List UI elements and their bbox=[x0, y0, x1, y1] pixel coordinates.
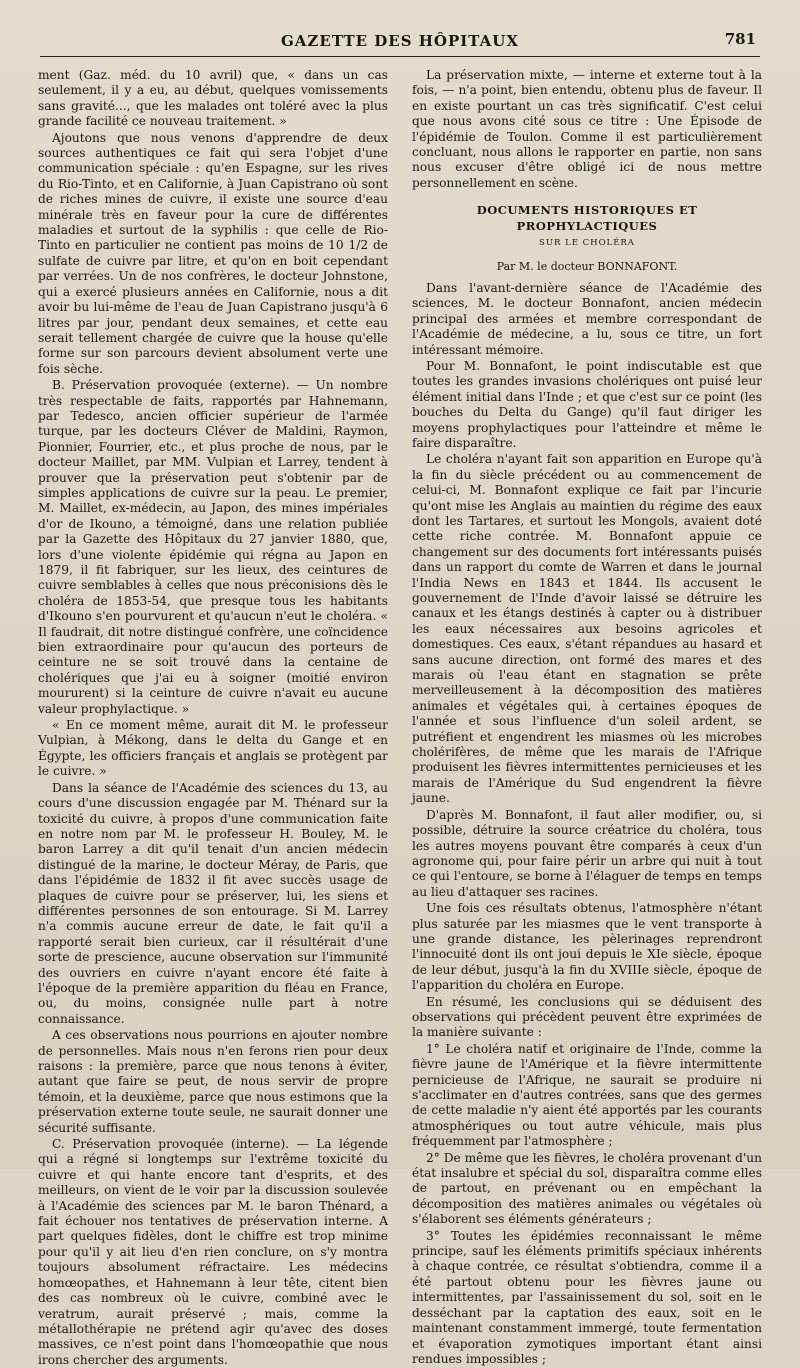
paragraph: B. Préservation provoquée (externe). — Un nombre très respectable de faits, rapportés par Hahnemann, par Tedesco, ancien officier supérieur de l'armée turque, par les docteurs Cléver de Maldini, Raymon, Pionnier, Fourrier, etc., et plus proche de nous, par le docteur Maillet, par MM. Vulpian et Larrey, tendent à prouver que la préservation peut s'obtenir par de simples applications de cuivre sur la peau. Le premier, M. Maillet, ex-médecin, au Japon, des mines impériales d'or de Ikouno, a témoigné, dans une relation publiée par la Gazette des Hôpitaux du 27 janvier 1880, que, lors d'une violente épidémie qui régna au Japon en 1879, il fit fabriquer, sur les lieux, des ceintures de cuivre semblables à celles que nous préconisions dès le choléra de 1853-54, que presque tous les habitants d'Ikouno s'en pourvurent et qu'aucun n'eut le choléra. « Il faudrait, dit notre distingué confrère, une coïncidence bien extraordinaire pour qu'aucun des porteurs de ceinture ne se soit trouvé dans la centaine de cholériques que j'ai eu à soigner (moitié environ moururent) si la ceinture de cuivre n'avait eu aucune valeur prophylactique. » bbox=[38, 378, 388, 716]
paragraph: 1° Le choléra natif et originaire de l'Inde, comme la fièvre jaune de l'Amérique et la fièvre intermittente pernicieuse de l'Afrique, ne saurait se produire ni s'acclimater en d'autres contrées, sans que des germes de cette maladie n'y aient été apportés par les courants atmosphériques ou tout autre véhicule, mais plus fréquemment par l'atmosphère ; bbox=[412, 1041, 762, 1149]
page-header bbox=[40, 26, 760, 57]
left-column bbox=[38, 68, 388, 1367]
intro-paragraph: La préservation mixte, — interne et externe tout à la fois, — n'a point, bien entendu, obtenu plus de faveur. Il en existe pourtant un cas très significatif. C'est celui que nous avons cité sous ce titre : Une Épisode de l'épidémie de Toulon. Comme il est particulièrement concluant, nous allons le rapporter en partie, non sans nous excuser d'être obligé ici de nous mettre personnellement en scène. bbox=[412, 68, 762, 190]
paragraph: En résumé, les conclusions qui se déduisent des observations qui précèdent peuvent être exprimées de la manière suivante : bbox=[412, 994, 762, 1040]
right-column bbox=[412, 68, 762, 1366]
paragraph: Pour M. Bonnafont, le point indiscutable est que toutes les grandes invasions cholériques ont puisé leur élément initial dans l'Inde ; et que c'est sur ce point (les bouches du Delta du Gange) qu'il faut diriger les moyens prophylactiques pour l'atteindre et même le faire disparaître. bbox=[412, 358, 762, 450]
journal-title: GAZETTE DES HÔPITAUX bbox=[280, 32, 519, 50]
section-title: DOCUMENTS HISTORIQUES ET PROPHYLACTIQUES bbox=[476, 203, 698, 233]
paragraph: ment (Gaz. méd. du 10 avril) que, « dans un cas seulement, il y a eu, au début, quelques vomissements sans gravité..., que les malades ont toléré avec la plus grande facilité ce nouveau traitement. » bbox=[38, 68, 388, 129]
paragraph: Le choléra n'ayant fait son apparition en Europe qu'à la fin du siècle précédent ou au commencement de celui-ci, M. Bonnafont explique ce fait par l'incurie qu'ont mise les Anglais au maintien du régime des eaux dont les Tartares, et surtout les Mongols, avaient doté cette riche contrée. M. Bonnafont appuie ce changement sur des documents fort intéressants puisés dans un rapport du comte de Warren et dans le journal l'India News en 1843 et 1844. Ils accusent le gouvernement de l'Inde d'avoir laissé se détruire les canaux et les étangs destinés à capter ou à distribuer les eaux nécessaires aux besoins agricoles et domestiques. Ces eaux, s'étant répandues au hasard et sans aucune direction, ont formé des mares et des marais où l'eau étant en stagnation se prête merveilleusement à la décomposition des matières animales et végétales qui, à certaines époques de l'année et sous l'influence d'un soleil ardent, se putréfient et engendrent les miasmes où les microbes cholérifères, de même que les marais de l'Afrique produisent les fièvres intermittentes pernicieuses et les marais de l'Amérique du Sud engendrent la fièvre jaune. bbox=[412, 452, 762, 806]
paragraph: 3° Toutes les épidémies reconnaissant le même principe, sauf les éléments primitifs spéciaux inhérents à chaque contrée, ce résultat s'obtiendra, comme il a été partout obtenu pour les fièvres jaune ou intermittentes, par l'assainissement du sol, soit en le desséchant par la captation des eaux, soit en le maintenant constamment immergé, toute fermentation et évaporation zymotiques important étant ainsi rendues impossibles ; bbox=[412, 1228, 762, 1366]
paragraph: « En ce moment même, aurait dit M. le professeur Vulpian, à Mékong, dans le delta du Gange et en Égypte, les officiers français et anglais se protègent par le cuivre. » bbox=[38, 718, 388, 779]
page-number: 781 bbox=[724, 30, 756, 48]
byline: Par M. le docteur BONNAFONT. bbox=[496, 260, 678, 274]
paragraph: D'après M. Bonnafont, il faut aller modifier, ou, si possible, détruire la source créatrice du choléra, tous les autres moyens pouvant être comparés à ceux d'un agronome qui, pour faire périr un arbre qui nuit à tout ce qui l'entoure, se borne à l'élaguer de temps en temps au lieu d'attaquer ses racines. bbox=[412, 807, 762, 899]
paragraph: 2° De même que les fièvres, le choléra provenant d'un état insalubre et spécial du sol, disparaîtra comme elles de partout, en prévenant ou en empêchant la décomposition des matières animales ou végétales où s'élaborent ses éléments générateurs ; bbox=[412, 1150, 762, 1227]
paragraph: C. Préservation provoquée (interne). — La légende qui a régné si longtemps sur l'extrême toxicité du cuivre et qui hante encore tant d'esprits, et des meilleurs, on vient de le voir par la discussion soulevée à l'Académie des sciences par M. le baron Thénard, a fait échouer nos tentatives de préservation interne. A part quelques fidèles, dont le chiffre est trop minime pour qu'il y ait lieu d'en rien conclure, on s'y montra toujours absolument réfractaire. Les médecins homœopathes, et Hahnemann à leur tête, citent bien des cas nombreux où le cuivre, combiné avec le veratrum, aurait préservé ; mais, comme la métallothérapie ne prétend agir qu'avec des doses massives, ce n'est point dans l'homœopathie que nous irons chercher des arguments. bbox=[38, 1137, 388, 1367]
paragraph: A ces observations nous pourrions en ajouter nombre de personnelles. Mais nous n'en ferons rien pour deux raisons : la première, parce que nous tenons à éviter, autant que faire se peut, de nous servir de propre témoin, et la deuxième, parce que nous estimons que la préservation externe toute seule, ne saurait donner une sécurité suffisante. bbox=[38, 1028, 388, 1135]
paragraph: Dans la séance de l'Académie des sciences du 13, au cours d'une discussion engagée par M. Thénard sur la toxicité du cuivre, à propos d'une communication faite en notre nom par M. le professeur H. Bouley, M. le baron Larrey a dit qu'il tenait d'un ancien médecin distingué de la marine, le docteur Méray, de Paris, que dans l'épidémie de 1832 il fit avec succès usage de plaques de cuivre pour se préserver, lui, les siens et différentes personnes de son entourage. Si M. Larrey n'a commis aucune erreur de date, le fait qu'il a rapporté serait bien curieux, car il résultérait d'une sorte de prescience, aucune observation sur l'immunité des ouvriers en cuivre n'ayant encore été faite à l'époque de la première apparition du fléau en France, ou, du moins, consignée nulle part à notre connaissance. bbox=[38, 780, 388, 1026]
paragraph: Dans l'avant-dernière séance de l'Académie des sciences, M. le docteur Bonnafont, ancien médecin principal des armées et membre correspondant de l'Académie de médecine, a lu, sous ce titre, un fort intéressant mémoire. bbox=[412, 280, 762, 357]
paragraph: Ajoutons que nous venons d'apprendre de deux sources authentiques ce fait qui sera l'objet d'une communication spéciale : qu'en Espagne, sur les rives du Rio-Tinto, et en Californie, à Juan Capistrano où sont de riches mines de cuivre, il existe une source d'eau minérale très en faveur pour la cure de différentes maladies et surtout de la syphilis : que celle de Rio-Tinto en particulier ne contient pas moins de 10 1/2 de sulfate de cuivre par litre, et qu'on en boit cependant par verrées. Un de nos confrères, le docteur Johnstone, qui a exercé plusieurs années en Californie, nous a dit avoir bu lui-même de l'eau de Juan Capistrano jusqu'à 6 litres par jour, pendant deux semaines, et cette eau serait tellement chargée de cuivre que la house qu'elle forme sur son parcours devient absolument verte une fois sèche. bbox=[38, 130, 388, 376]
paragraph: Une fois ces résultats obtenus, l'atmosphère n'étant plus saturée par les miasmes que le vent transporte à une grande distance, les pèlerinages reprendront l'innocuité dont ils ont joui depuis le XIe siècle, époque de leur début, jusqu'à la fin du XVIIIe siècle, époque de l'apparition du choléra en Europe. bbox=[412, 901, 762, 993]
section-subtitle: SUR LE CHOLÉRA bbox=[539, 238, 635, 249]
